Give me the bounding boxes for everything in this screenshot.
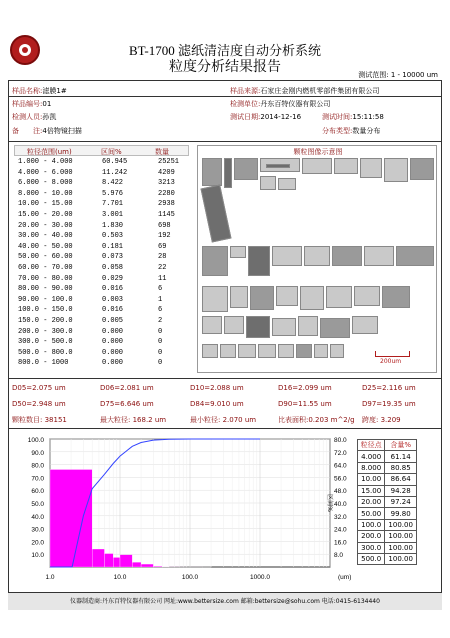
size-table-row bbox=[14, 338, 189, 348]
size-pct-cell: 5.976 bbox=[102, 189, 124, 198]
particle-image bbox=[276, 286, 298, 306]
size-table-row bbox=[14, 296, 189, 306]
particle-image bbox=[320, 318, 350, 338]
footer: 仪器制造商:丹东百特仪器有限公司 网址:www.bettersize.com 邮箱:bettersize@sohu.com 电话:0415-6134440 bbox=[8, 592, 442, 610]
particle-image bbox=[410, 158, 434, 180]
test-range-note: 测试范围: 1 - 10000 um bbox=[358, 71, 438, 79]
size-range-cell: 80.00 - 90.00 bbox=[18, 285, 73, 294]
particle-image bbox=[352, 316, 378, 334]
size-pct-cell: 0.016 bbox=[102, 285, 124, 294]
size-pct-cell: 0.058 bbox=[102, 264, 124, 272]
scale-bar bbox=[375, 351, 410, 357]
divider bbox=[8, 378, 442, 379]
content-pct-cell: 97.24 bbox=[385, 496, 417, 507]
report-title-line1: BT-1700 滤纸清洁度自动分析系统 bbox=[129, 43, 321, 58]
particle-image bbox=[278, 178, 296, 190]
distribution-bar bbox=[92, 549, 104, 567]
particle-image bbox=[300, 286, 324, 310]
size-pct-cell: 0.000 bbox=[102, 359, 124, 368]
left-tick-label: 20.0 bbox=[31, 539, 44, 547]
cumulative-table-header bbox=[358, 440, 417, 451]
particle-image bbox=[272, 246, 302, 266]
size-range-cell: 200.0 - 300.0 bbox=[18, 327, 73, 336]
test-unit: 检测单位:丹东百特仪器有限公司 bbox=[230, 100, 331, 108]
divider bbox=[8, 96, 442, 97]
count-header: 数量 bbox=[155, 148, 169, 156]
left-tick-label: 90.0 bbox=[31, 449, 44, 457]
content-pct-cell: 100.00 bbox=[385, 531, 417, 542]
size-count-cell: 192 bbox=[158, 232, 171, 241]
size-pct-cell: 0.000 bbox=[102, 348, 124, 357]
size-pct-cell: 0.181 bbox=[102, 242, 124, 251]
size-range-cell: 10.00 - 15.00 bbox=[18, 200, 73, 209]
sample-number: 样品编号:01 bbox=[12, 100, 52, 108]
particle-image bbox=[202, 316, 222, 334]
particle-image bbox=[238, 344, 256, 358]
particle-image bbox=[298, 316, 318, 336]
particle-image bbox=[201, 185, 232, 243]
size-range-cell: 60.00 - 70.00 bbox=[18, 264, 73, 272]
size-point-cell: 50.00 bbox=[358, 508, 385, 519]
size-count-cell: 0 bbox=[158, 359, 163, 368]
size-range-cell: 90.00 - 100.0 bbox=[18, 295, 73, 304]
particle-image bbox=[230, 286, 248, 308]
size-table-row bbox=[14, 158, 189, 168]
stat-d75: D75=6.646 um bbox=[100, 400, 154, 408]
stat-d10: D10=2.088 um bbox=[190, 384, 244, 392]
particle-image bbox=[266, 164, 290, 168]
content-pct-cell: 100.00 bbox=[385, 553, 417, 564]
size-range-cell: 8.000 - 10.00 bbox=[18, 189, 73, 198]
size-count-cell: 0 bbox=[158, 338, 163, 347]
size-count-cell: 1145 bbox=[158, 211, 175, 219]
size-table-row bbox=[14, 179, 189, 189]
x-tick-label: 10.0 bbox=[113, 574, 127, 581]
size-count-cell: 2 bbox=[158, 317, 163, 325]
particle-image bbox=[382, 286, 410, 308]
size-table-row bbox=[14, 328, 189, 338]
stat-d25: D25=2.116 um bbox=[362, 384, 416, 392]
cumulative-table-row bbox=[358, 542, 417, 553]
particle-image bbox=[234, 158, 258, 180]
particle-image bbox=[384, 158, 408, 182]
size-table-row bbox=[14, 275, 189, 285]
tester: 检测人员:孙凯 bbox=[12, 113, 57, 121]
cumulative-table-row bbox=[358, 519, 417, 530]
size-table-row bbox=[14, 169, 189, 179]
right-tick-label: 16.0 bbox=[334, 539, 347, 547]
distribution-bar bbox=[104, 554, 113, 567]
stat-d16: D16=2.099 um bbox=[278, 384, 332, 392]
size-pct-cell: 0.000 bbox=[102, 327, 124, 336]
left-tick-label: 60.0 bbox=[31, 488, 44, 496]
size-pct-cell: 11.242 bbox=[102, 168, 128, 177]
particle-image bbox=[354, 286, 380, 306]
particle-image-title: 颗粒图像示意图 bbox=[293, 148, 343, 156]
size-range-cell: 800.0 - 1000 bbox=[18, 359, 69, 368]
size-range-cell: 100.0 - 150.0 bbox=[18, 306, 73, 315]
size-range-cell: 15.00 - 20.00 bbox=[18, 211, 73, 219]
cumulative-table-row bbox=[358, 451, 417, 462]
size-pct-cell: 1.830 bbox=[102, 221, 124, 230]
distribution-bar bbox=[141, 564, 153, 567]
size-count-cell: 698 bbox=[158, 221, 171, 230]
content-pct-cell: 61.14 bbox=[385, 451, 417, 462]
distribution-chart bbox=[10, 434, 350, 584]
particle-image bbox=[224, 158, 232, 188]
size-count-cell: 69 bbox=[158, 242, 167, 251]
content-pct-cell: 94.28 bbox=[385, 485, 417, 496]
cumulative-table-row bbox=[358, 496, 417, 507]
stat-min-size: 最小粒径: 2.070 um bbox=[190, 416, 257, 424]
size-count-cell: 6 bbox=[158, 285, 163, 294]
right-tick-label: 64.0 bbox=[334, 462, 347, 470]
test-time: 测试时间:15:11:58 bbox=[322, 113, 384, 121]
stat-d06: D06=2.081 um bbox=[100, 384, 154, 392]
report-title-line2: 粒度分析结果报告 bbox=[169, 60, 281, 75]
particle-image-panel bbox=[197, 145, 437, 373]
distribution-bar bbox=[113, 557, 120, 567]
right-tick-label: 80.0 bbox=[334, 437, 347, 444]
size-table-row bbox=[14, 243, 189, 253]
size-point-cell: 20.00 bbox=[358, 496, 385, 507]
size-table-row bbox=[14, 349, 189, 359]
left-tick-label: 80.0 bbox=[31, 462, 44, 470]
sample-source: 样品来源:石家庄金刚内燃机零部件集团有限公司 bbox=[230, 87, 380, 95]
size-range-cell: 20.00 - 30.00 bbox=[18, 221, 73, 230]
particle-image bbox=[278, 344, 294, 358]
size-count-cell: 4209 bbox=[158, 168, 175, 177]
size-pct-cell: 3.001 bbox=[102, 211, 124, 219]
size-table-row bbox=[14, 190, 189, 200]
size-table-row bbox=[14, 253, 189, 263]
size-range-cell: 300.0 - 500.0 bbox=[18, 338, 73, 347]
size-pct-cell: 60.945 bbox=[102, 158, 128, 166]
size-count-cell: 0 bbox=[158, 348, 163, 357]
left-tick-label: 70.0 bbox=[31, 475, 44, 483]
content-pct-cell: 80.85 bbox=[385, 462, 417, 473]
particle-image bbox=[304, 246, 330, 266]
particle-image bbox=[360, 158, 382, 178]
size-pct-cell: 0.003 bbox=[102, 295, 124, 304]
divider bbox=[8, 428, 442, 429]
particle-image bbox=[220, 344, 236, 358]
particle-image bbox=[326, 286, 352, 308]
x-unit-label: (um) bbox=[338, 574, 352, 581]
right-tick-label: 48.0 bbox=[334, 488, 347, 496]
stat-specific-surface: 比表面积:0.203 m^2/g bbox=[278, 416, 355, 424]
size-range-cell: 50.00 - 60.00 bbox=[18, 253, 73, 262]
distribution-bar bbox=[120, 555, 132, 567]
size-table-header bbox=[14, 145, 189, 156]
content-pct-cell: 100.00 bbox=[385, 519, 417, 530]
size-table-row bbox=[14, 359, 189, 369]
size-table-row bbox=[14, 264, 189, 274]
left-tick-label: 30.0 bbox=[31, 526, 44, 534]
stat-d84: D84=9.010 um bbox=[190, 400, 244, 408]
interval-pct-header: 区间% bbox=[101, 148, 122, 156]
size-range-cell: 6.000 - 8.000 bbox=[18, 179, 73, 188]
stat-max-size: 最大粒径: 168.2 um bbox=[100, 416, 167, 424]
size-table-row bbox=[14, 211, 189, 221]
cumulative-table-row bbox=[358, 485, 417, 496]
size-point-cell: 200.0 bbox=[358, 531, 385, 542]
stat-d97: D97=19.35 um bbox=[362, 400, 416, 408]
stat-d90: D90=11.55 um bbox=[278, 400, 332, 408]
stat-d05: D05=2.075 um bbox=[12, 384, 66, 392]
size-point-cell: 8.000 bbox=[358, 462, 385, 473]
x-tick-label: 1000.0 bbox=[250, 574, 270, 581]
size-count-cell: 25251 bbox=[158, 158, 180, 166]
size-point-cell: 300.0 bbox=[358, 542, 385, 553]
size-range-cell: 1.000 - 4.000 bbox=[18, 158, 73, 166]
particle-image bbox=[260, 176, 276, 190]
cumulative-table-row bbox=[358, 462, 417, 473]
size-point-cell: 100.0 bbox=[358, 519, 385, 530]
distribution-bar bbox=[50, 469, 92, 567]
size-range-header: 粒径范围(um) bbox=[27, 148, 72, 156]
particle-image bbox=[330, 344, 344, 358]
size-table-row bbox=[14, 232, 189, 242]
particle-image bbox=[272, 318, 296, 336]
distribution-bar bbox=[132, 562, 141, 567]
size-pct-cell: 8.422 bbox=[102, 179, 124, 188]
stat-d50: D50=2.948 um bbox=[12, 400, 66, 408]
size-point-cell: 4.000 bbox=[358, 451, 385, 462]
right-axis-label: 区间% bbox=[326, 494, 333, 512]
right-tick-label: 40.0 bbox=[334, 501, 347, 508]
size-range-cell: 30.00 - 40.00 bbox=[18, 232, 73, 241]
x-tick-label: 1.0 bbox=[45, 574, 55, 581]
sample-name: 样品名称:滤膜1# bbox=[12, 87, 67, 95]
size-pct-cell: 0.005 bbox=[102, 317, 124, 325]
particle-image bbox=[302, 158, 332, 174]
size-range-cell: 4.000 - 6.000 bbox=[18, 168, 73, 177]
particle-image bbox=[248, 246, 270, 276]
stat-particle-count: 颗粒数目: 38151 bbox=[12, 416, 67, 424]
size-pct-cell: 0.016 bbox=[102, 306, 124, 315]
content-pct-cell: 100.00 bbox=[385, 542, 417, 553]
cumulative-table-row bbox=[358, 474, 417, 485]
size-point-cell: 10.00 bbox=[358, 474, 385, 485]
particle-image bbox=[334, 158, 358, 174]
size-pct-cell: 0.000 bbox=[102, 338, 124, 347]
size-count-cell: 1 bbox=[158, 295, 163, 304]
left-tick-label: 40.0 bbox=[31, 513, 44, 521]
cumulative-table-row bbox=[358, 508, 417, 519]
size-range-cell: 500.0 - 800.0 bbox=[18, 348, 73, 357]
size-count-cell: 22 bbox=[158, 264, 167, 272]
size-count-cell: 2280 bbox=[158, 189, 175, 198]
particle-image bbox=[202, 286, 228, 312]
size-table-row bbox=[14, 306, 189, 316]
test-date: 测试日期:2014-12-16 bbox=[230, 113, 302, 121]
left-tick-label: 50.0 bbox=[31, 501, 44, 508]
right-tick-label: 32.0 bbox=[334, 513, 347, 521]
size-point-cell: 15.00 bbox=[358, 485, 385, 496]
right-tick-label: 24.0 bbox=[334, 526, 347, 534]
x-tick-label: 100.0 bbox=[181, 574, 199, 581]
size-pct-cell: 0.503 bbox=[102, 232, 124, 241]
particle-image bbox=[202, 246, 228, 276]
size-table-row bbox=[14, 285, 189, 295]
distribution-bar bbox=[153, 566, 162, 567]
size-point-cell: 500.0 bbox=[358, 553, 385, 564]
size-count-cell: 0 bbox=[158, 327, 163, 336]
size-pct-cell: 0.029 bbox=[102, 274, 124, 283]
content-pct-cell: 86.64 bbox=[385, 474, 417, 485]
size-table-row bbox=[14, 222, 189, 232]
particle-image bbox=[246, 316, 270, 338]
content-pct-cell: 99.80 bbox=[385, 508, 417, 519]
size-range-cell: 40.00 - 50.00 bbox=[18, 242, 73, 251]
stat-span: 跨度: 3.209 bbox=[362, 416, 401, 424]
size-range-cell: 150.0 - 200.0 bbox=[18, 317, 73, 325]
size-table-row bbox=[14, 200, 189, 210]
size-range-cell: 70.00 - 80.00 bbox=[18, 274, 73, 283]
particle-image bbox=[224, 316, 244, 334]
right-tick-label: 56.0 bbox=[334, 475, 347, 483]
size-count-cell: 2938 bbox=[158, 200, 175, 209]
note: 备 注:4倍物镜扫描 bbox=[12, 127, 82, 135]
size-count-cell: 28 bbox=[158, 253, 167, 262]
scale-bar-label: 200um bbox=[380, 358, 402, 365]
particle-image bbox=[314, 344, 328, 358]
cumulative-table-row bbox=[358, 531, 417, 542]
cumulative-table bbox=[357, 439, 417, 565]
divider bbox=[8, 141, 442, 142]
cumulative-table-row bbox=[358, 553, 417, 564]
left-tick-label: 10.0 bbox=[31, 552, 44, 560]
size-pct-cell: 7.701 bbox=[102, 200, 124, 209]
particle-image bbox=[364, 246, 394, 266]
size-count-cell: 6 bbox=[158, 306, 163, 315]
size-count-cell: 3213 bbox=[158, 179, 175, 188]
particle-image bbox=[230, 246, 246, 258]
left-tick-label: 100.0 bbox=[27, 437, 44, 444]
size-count-cell: 11 bbox=[158, 274, 167, 283]
right-tick-label: 72.0 bbox=[334, 449, 347, 457]
particle-image bbox=[332, 246, 362, 266]
particle-image bbox=[258, 344, 276, 358]
particle-image bbox=[202, 158, 222, 186]
cumulative-header-cell: 粒径点 bbox=[358, 440, 385, 451]
distribution-type: 分布类型:数量分布 bbox=[322, 127, 381, 135]
particle-image bbox=[396, 246, 434, 266]
right-tick-label: 8.0 bbox=[334, 552, 344, 560]
particle-image bbox=[202, 344, 218, 358]
size-pct-cell: 0.073 bbox=[102, 253, 124, 262]
cumulative-header-cell: 含量% bbox=[385, 440, 417, 451]
size-table-row bbox=[14, 317, 189, 327]
particle-image bbox=[250, 286, 274, 310]
particle-image bbox=[296, 344, 312, 358]
